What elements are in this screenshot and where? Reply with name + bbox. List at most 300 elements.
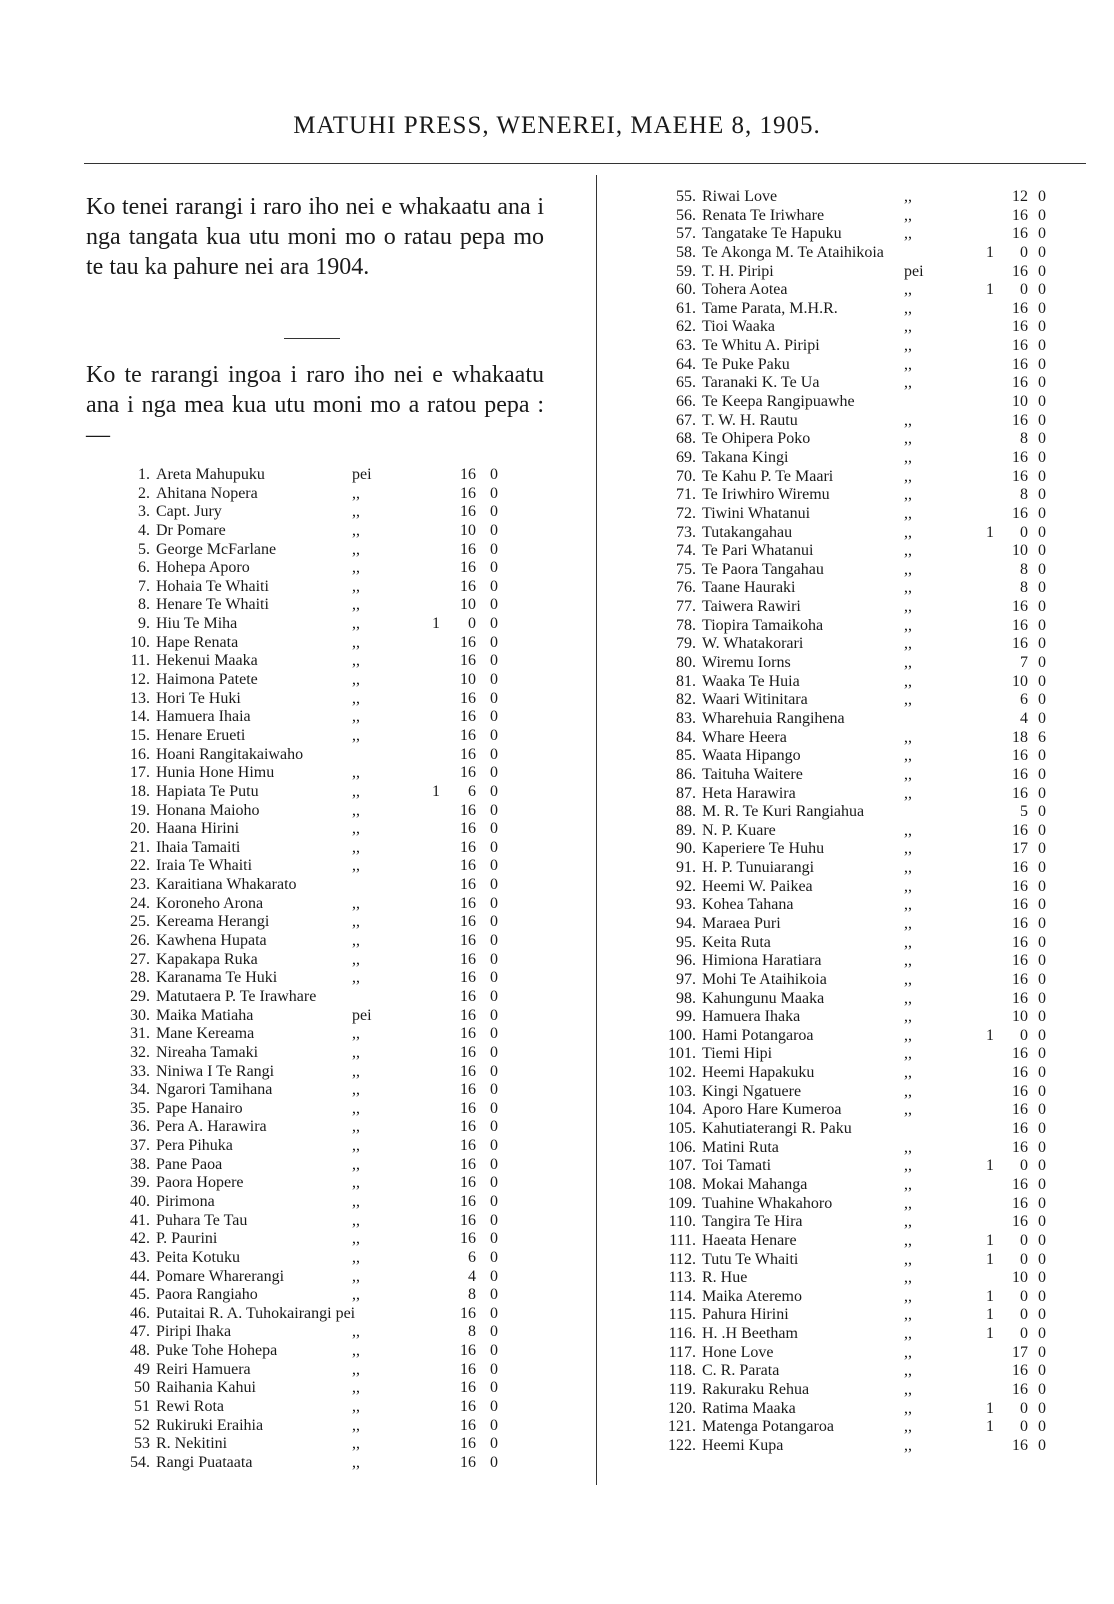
- row-number: 86.: [676, 765, 696, 783]
- amount-pence: 0: [490, 1379, 498, 1397]
- ditto-mark: ,,: [352, 615, 360, 633]
- amount-shillings: 16: [460, 559, 476, 577]
- subscriber-row: [108, 671, 508, 690]
- ditto-mark: ,,: [352, 950, 360, 968]
- amount-pence: 0: [1038, 821, 1046, 839]
- amount-shillings: 16: [460, 1137, 476, 1155]
- subscriber-name: Heemi Kupa: [702, 1436, 784, 1454]
- subscriber-row: [652, 1325, 1052, 1344]
- amount-shillings: 4: [468, 1267, 476, 1285]
- subscriber-row: [652, 1288, 1052, 1307]
- subscriber-name: Hamuera Ihaia: [156, 708, 251, 726]
- amount-shillings: 16: [460, 466, 476, 483]
- amount-pence: 0: [1038, 467, 1046, 485]
- subscriber-row: [108, 1007, 508, 1026]
- amount-shillings: 16: [460, 1360, 476, 1378]
- row-number: 81.: [676, 672, 696, 690]
- amount-shillings: 16: [460, 987, 476, 1005]
- ditto-mark: ,,: [904, 635, 912, 653]
- ditto-mark: ,,: [904, 1175, 912, 1193]
- subscriber-row: [652, 393, 1052, 412]
- subscriber-row: [108, 1193, 508, 1212]
- row-number: 13.: [130, 689, 150, 707]
- ditto-mark: ,,: [352, 1174, 360, 1192]
- subscriber-row: [108, 932, 508, 951]
- amount-shillings: 16: [460, 1342, 476, 1360]
- subscriber-row: [652, 1101, 1052, 1120]
- subscriber-name: Hone Love: [702, 1343, 774, 1361]
- subscriber-name: Niniwa I Te Rangi: [156, 1062, 275, 1080]
- amount-shillings: 16: [460, 1398, 476, 1416]
- row-number: 89.: [676, 821, 696, 839]
- subscriber-name: Tutu Te Whaiti: [702, 1250, 799, 1268]
- subscriber-row: [652, 878, 1052, 897]
- subscriber-name: Ihaia Tamaiti: [156, 838, 241, 856]
- row-number: 34.: [130, 1081, 150, 1099]
- amount-shillings: 16: [460, 1211, 476, 1229]
- amount-pounds: 1: [986, 1026, 994, 1044]
- subscriber-name: R. Nekitini: [156, 1435, 228, 1453]
- row-number: 16.: [130, 745, 150, 763]
- row-number: 80.: [676, 654, 696, 672]
- row-number: 88.: [676, 803, 696, 821]
- amount-pence: 0: [490, 1062, 498, 1080]
- row-number: 121.: [668, 1418, 696, 1436]
- subscriber-name: Rakuraku Rehua: [702, 1381, 810, 1398]
- subscriber-name: Kawhena Hupata: [156, 932, 267, 950]
- ditto-mark: ,,: [904, 467, 912, 485]
- row-number: 76.: [676, 579, 696, 597]
- row-number: 94.: [676, 914, 696, 932]
- amount-shillings: 16: [1012, 1175, 1028, 1193]
- ditto-mark: ,,: [352, 671, 360, 689]
- amount-pence: 0: [1038, 989, 1046, 1007]
- subscriber-row: [652, 952, 1052, 971]
- ditto-mark: ,,: [904, 877, 912, 895]
- row-number: 55.: [676, 188, 696, 205]
- amount-pence: 0: [490, 503, 498, 521]
- amount-pence: 0: [1038, 206, 1046, 224]
- amount-pence: 0: [1038, 579, 1046, 597]
- amount-shillings: 16: [1012, 1436, 1028, 1454]
- amount-shillings: 16: [1012, 448, 1028, 466]
- amount-shillings: 0: [1020, 1287, 1028, 1305]
- amount-pence: 0: [1038, 1343, 1046, 1361]
- amount-pence: 0: [490, 1081, 498, 1099]
- amount-pence: 0: [1038, 859, 1046, 877]
- subscriber-row: [652, 374, 1052, 393]
- amount-shillings: 16: [1012, 355, 1028, 373]
- subscriber-name: Te Ohipera Poko: [702, 430, 811, 448]
- subscriber-row: [108, 951, 508, 970]
- row-number: 41.: [130, 1211, 150, 1229]
- ditto-mark: ,,: [904, 989, 912, 1007]
- amount-pence: 0: [1038, 1399, 1046, 1417]
- subscriber-row: [652, 822, 1052, 841]
- amount-pence: 0: [490, 708, 498, 726]
- subscriber-name: Paora Rangiaho: [156, 1286, 258, 1304]
- row-number: 78.: [676, 616, 696, 634]
- subscriber-name: Hohaia Te Whaiti: [156, 577, 269, 595]
- amount-shillings: 16: [460, 1118, 476, 1136]
- amount-shillings: 16: [1012, 467, 1028, 485]
- subscriber-row: [652, 1176, 1052, 1195]
- subscriber-name: Matutaera P. Te Irawhare: [156, 987, 317, 1005]
- ditto-mark: ,,: [904, 411, 912, 429]
- amount-pence: 0: [490, 801, 498, 819]
- ditto-mark: ,,: [352, 540, 360, 558]
- ditto-mark: ,,: [352, 1043, 360, 1061]
- header-rule: [84, 163, 1086, 164]
- amount-pence: 0: [490, 1230, 498, 1248]
- subscriber-row: [652, 281, 1052, 300]
- subscriber-row: [652, 188, 1052, 207]
- ditto-mark: ,,: [904, 1287, 912, 1305]
- subscriber-row: [108, 596, 508, 615]
- amount-shillings: 16: [1012, 933, 1028, 951]
- amount-shillings: 16: [1012, 989, 1028, 1007]
- subscriber-name: Haeata Henare: [702, 1231, 797, 1249]
- ditto-mark: ,,: [904, 1045, 912, 1063]
- amount-pence: 0: [1038, 243, 1046, 261]
- amount-pence: 0: [1038, 1101, 1046, 1119]
- amount-pence: 0: [1038, 1381, 1046, 1398]
- row-number: 33.: [130, 1062, 150, 1080]
- subscriber-name: Hiu Te Miha: [156, 615, 238, 633]
- subscriber-row: [108, 1435, 508, 1454]
- amount-pence: 0: [1038, 560, 1046, 578]
- subscriber-row: [108, 1025, 508, 1044]
- amount-pence: 0: [1038, 1138, 1046, 1156]
- amount-pence: 0: [490, 1155, 498, 1173]
- amount-pence: 0: [1038, 784, 1046, 802]
- subscriber-row: [652, 300, 1052, 319]
- subscriber-name: Kahungunu Maaka: [702, 989, 825, 1007]
- amount-shillings: 16: [1012, 1213, 1028, 1231]
- amount-shillings: 16: [460, 894, 476, 912]
- subscriber-name: Tangira Te Hira: [702, 1213, 803, 1231]
- amount-shillings: 6: [468, 782, 476, 800]
- subscriber-name: Henare Te Whaiti: [156, 596, 269, 614]
- row-number: 25.: [130, 913, 150, 931]
- subscriber-row: [652, 579, 1052, 598]
- row-number: 26.: [130, 932, 150, 950]
- amount-shillings: 18: [1012, 728, 1028, 746]
- amount-pence: 0: [1038, 1157, 1046, 1175]
- subscriber-list-right: [652, 188, 1052, 1456]
- subscriber-name: Te Pari Whatanui: [702, 542, 814, 560]
- ditto-mark: ,,: [352, 689, 360, 707]
- subscriber-name: Paora Hopere: [156, 1174, 244, 1192]
- row-number: 98.: [676, 989, 696, 1007]
- subscriber-name: Te Paora Tangahau: [702, 560, 824, 578]
- row-number: 112.: [668, 1250, 696, 1268]
- subscriber-name: Te Puke Paku: [702, 355, 790, 373]
- amount-pence: 0: [490, 521, 498, 539]
- row-number: 32.: [130, 1043, 150, 1061]
- row-number: 37.: [130, 1137, 150, 1155]
- ditto-mark: ,,: [352, 913, 360, 931]
- amount-pence: 0: [1038, 393, 1046, 411]
- subscriber-name: Raihania Kahui: [156, 1379, 256, 1397]
- ditto-mark: ,,: [904, 448, 912, 466]
- subscriber-row: [652, 915, 1052, 934]
- amount-shillings: 8: [1020, 430, 1028, 448]
- subscriber-row: [108, 746, 508, 765]
- amount-pounds: 1: [986, 1157, 994, 1175]
- subscriber-row: [108, 485, 508, 504]
- subscriber-row: [652, 1306, 1052, 1325]
- amount-shillings: 16: [460, 633, 476, 651]
- amount-shillings: 16: [1012, 877, 1028, 895]
- amount-shillings: 0: [1020, 1250, 1028, 1268]
- ditto-mark: ,,: [352, 484, 360, 502]
- ditto-mark: ,,: [352, 782, 360, 800]
- subscriber-row: [652, 1213, 1052, 1232]
- subscriber-row: [652, 766, 1052, 785]
- subscriber-name: Kingi Ngatuere: [702, 1082, 802, 1100]
- amount-pence: 0: [1038, 1418, 1046, 1436]
- subscriber-row: [652, 971, 1052, 990]
- subscriber-name: Taane Hauraki: [702, 579, 796, 597]
- row-number: 61.: [676, 299, 696, 317]
- row-number: 52: [134, 1416, 150, 1434]
- amount-shillings: 16: [460, 876, 476, 894]
- amount-pence: 0: [1038, 299, 1046, 317]
- ditto-mark: ,,: [352, 820, 360, 838]
- amount-pence: 0: [490, 1267, 498, 1285]
- ditto-mark: ,,: [352, 801, 360, 819]
- intro-paragraph-2: Ko te rarangi ingoa i raro iho nei e whakaatu ana i nga mea kua utu moni mo a ratou pepa :—: [86, 362, 544, 448]
- row-number: 75.: [676, 560, 696, 578]
- subscriber-row: [108, 1118, 508, 1137]
- row-number: 14.: [130, 708, 150, 726]
- row-number: 110.: [668, 1213, 696, 1231]
- row-number: 64.: [676, 355, 696, 373]
- subscriber-name: Haimona Patete: [156, 671, 258, 689]
- amount-shillings: 8: [1020, 486, 1028, 504]
- subscriber-row: [652, 1251, 1052, 1270]
- amount-pence: 0: [490, 876, 498, 894]
- subscriber-name: Riwai Love: [702, 188, 778, 205]
- subscriber-row: [652, 1045, 1052, 1064]
- subscriber-row: [108, 466, 508, 485]
- row-number: 115.: [668, 1306, 696, 1324]
- amount-pence: 0: [490, 950, 498, 968]
- row-number: 85.: [676, 747, 696, 765]
- ditto-mark: ,,: [904, 1362, 912, 1380]
- ditto-mark: ,,: [904, 188, 912, 205]
- row-number: 100.: [668, 1026, 696, 1044]
- amount-shillings: 16: [460, 950, 476, 968]
- subscriber-row: [108, 1342, 508, 1361]
- row-number: 38.: [130, 1155, 150, 1173]
- amount-shillings: 16: [1012, 225, 1028, 243]
- subscriber-row: [108, 1137, 508, 1156]
- amount-pence: 0: [1038, 318, 1046, 336]
- row-number: 19.: [130, 801, 150, 819]
- row-number: 67.: [676, 411, 696, 429]
- ditto-mark: ,,: [904, 970, 912, 988]
- amount-shillings: 16: [1012, 504, 1028, 522]
- ditto-mark: ,,: [904, 1250, 912, 1268]
- subscriber-name: Heemi W. Paikea: [702, 877, 813, 895]
- amount-shillings: 16: [460, 1192, 476, 1210]
- amount-shillings: 16: [460, 484, 476, 502]
- subscriber-name: Heemi Hapakuku: [702, 1064, 815, 1082]
- amount-shillings: 8: [468, 1323, 476, 1341]
- amount-pence: 0: [490, 894, 498, 912]
- ditto-mark: ,,: [352, 726, 360, 744]
- row-number: 114.: [668, 1287, 696, 1305]
- ditto-mark: ,,: [352, 559, 360, 577]
- amount-pence: 0: [1038, 1064, 1046, 1082]
- subscriber-row: [652, 654, 1052, 673]
- amount-shillings: 16: [460, 540, 476, 558]
- amount-pence: 0: [1038, 523, 1046, 541]
- subscriber-row: [652, 225, 1052, 244]
- subscriber-name: Rewi Rota: [156, 1398, 224, 1416]
- row-number: 108.: [668, 1175, 696, 1193]
- amount-shillings: 0: [468, 615, 476, 633]
- subscriber-name: Honana Maioho: [156, 801, 260, 819]
- amount-pence: 0: [490, 1174, 498, 1192]
- amount-pence: 0: [1038, 672, 1046, 690]
- row-number: 96.: [676, 952, 696, 970]
- row-number: 29.: [130, 987, 150, 1005]
- subscriber-name: Peita Kotuku: [156, 1248, 240, 1266]
- subscriber-row: [108, 652, 508, 671]
- ditto-mark: ,,: [352, 1192, 360, 1210]
- subscriber-row: [652, 542, 1052, 561]
- row-number: 97.: [676, 970, 696, 988]
- amount-pence: 0: [1038, 635, 1046, 653]
- row-number: 66.: [676, 393, 696, 411]
- amount-shillings: 17: [1012, 1343, 1028, 1361]
- subscriber-row: [108, 541, 508, 560]
- row-number: 102.: [668, 1064, 696, 1082]
- subscriber-name: Dr Pomare: [156, 521, 226, 539]
- amount-pence: 0: [1038, 430, 1046, 448]
- row-number: 65.: [676, 374, 696, 392]
- subscriber-name: Wiremu Iorns: [702, 654, 791, 672]
- row-number: 35.: [130, 1099, 150, 1117]
- ditto-mark: ,,: [904, 1082, 912, 1100]
- amount-pence: 0: [1038, 654, 1046, 672]
- amount-shillings: 16: [460, 801, 476, 819]
- subscriber-row: [652, 1437, 1052, 1456]
- ditto-mark: ,,: [352, 1398, 360, 1416]
- amount-pence: 0: [1038, 1362, 1046, 1380]
- row-number: 77.: [676, 598, 696, 616]
- amount-pence: 0: [1038, 803, 1046, 821]
- subscriber-name: Waari Witinitara: [702, 691, 808, 709]
- row-number: 51: [134, 1398, 150, 1416]
- amount-pence: 0: [1038, 486, 1046, 504]
- subscriber-row: [652, 635, 1052, 654]
- row-number: 23.: [130, 876, 150, 894]
- ditto-mark: ,,: [904, 1325, 912, 1343]
- subscriber-name: H. .H Beetham: [702, 1325, 798, 1343]
- subscriber-row: [652, 430, 1052, 449]
- amount-pence: 0: [1038, 1325, 1046, 1343]
- subscriber-row: [652, 747, 1052, 766]
- row-number: 54.: [130, 1453, 150, 1471]
- subscriber-row: [108, 895, 508, 914]
- amount-pence: 0: [490, 764, 498, 782]
- amount-pence: 0: [490, 1043, 498, 1061]
- subscriber-row: [652, 412, 1052, 431]
- subscriber-row: [652, 934, 1052, 953]
- row-number: 104.: [668, 1101, 696, 1119]
- ditto-mark: ,,: [352, 1081, 360, 1099]
- subscriber-name: Kapakapa Ruka: [156, 950, 258, 968]
- row-number: 9.: [138, 615, 150, 633]
- amount-pence: 0: [1038, 1175, 1046, 1193]
- subscriber-name: Ratima Maaka: [702, 1399, 796, 1417]
- subscriber-row: [652, 710, 1052, 729]
- subscriber-row: [108, 503, 508, 522]
- row-number: 93.: [676, 896, 696, 914]
- amount-pence: 0: [1038, 504, 1046, 522]
- ditto-mark: ,,: [904, 374, 912, 392]
- subscriber-name: Rukiruki Eraihia: [156, 1416, 264, 1434]
- ditto-mark: ,,: [904, 1064, 912, 1082]
- ditto-mark: ,,: [904, 821, 912, 839]
- amount-pence: 0: [490, 1286, 498, 1304]
- subscriber-name: Mohi Te Ataihikoia: [702, 970, 827, 988]
- amount-pounds: 1: [432, 615, 440, 633]
- row-number: 3.: [138, 503, 150, 521]
- amount-pence: 0: [490, 577, 498, 595]
- row-number: 82.: [676, 691, 696, 709]
- subscriber-name: H. P. Tunuiarangi: [702, 859, 815, 877]
- amount-shillings: 16: [1012, 1120, 1028, 1138]
- row-number: 1.: [138, 466, 150, 483]
- subscriber-row: [108, 615, 508, 634]
- amount-pence: 0: [1038, 598, 1046, 616]
- amount-pounds: 1: [986, 281, 994, 299]
- row-number: 69.: [676, 448, 696, 466]
- subscriber-row: [652, 691, 1052, 710]
- amount-shillings: 16: [460, 726, 476, 744]
- row-number: 111.: [669, 1231, 696, 1249]
- row-number: 40.: [130, 1192, 150, 1210]
- ditto-mark: ,,: [904, 430, 912, 448]
- subscriber-name: Heta Harawira: [702, 784, 796, 802]
- amount-pence: 0: [490, 1192, 498, 1210]
- subscriber-row: [652, 729, 1052, 748]
- subscriber-row: [108, 559, 508, 578]
- amount-pence: 0: [490, 838, 498, 856]
- subscriber-name: Renata Te Iriwhare: [702, 206, 825, 224]
- row-number: 10.: [130, 633, 150, 651]
- amount-shillings: 16: [460, 652, 476, 670]
- row-number: 87.: [676, 784, 696, 802]
- ditto-mark: ,,: [352, 1118, 360, 1136]
- amount-pence: 0: [1038, 616, 1046, 634]
- subscriber-name: Tuahine Whakahoro: [702, 1194, 833, 1212]
- amount-pounds: 1: [986, 243, 994, 261]
- amount-pence: 0: [490, 1118, 498, 1136]
- amount-shillings: 16: [460, 1025, 476, 1043]
- amount-shillings: 16: [1012, 970, 1028, 988]
- amount-shillings: 12: [1012, 188, 1028, 205]
- subscriber-name: Ngarori Tamihana: [156, 1081, 273, 1099]
- amount-shillings: 10: [460, 671, 476, 689]
- amount-pence: 0: [1038, 448, 1046, 466]
- amount-pence: 0: [1038, 933, 1046, 951]
